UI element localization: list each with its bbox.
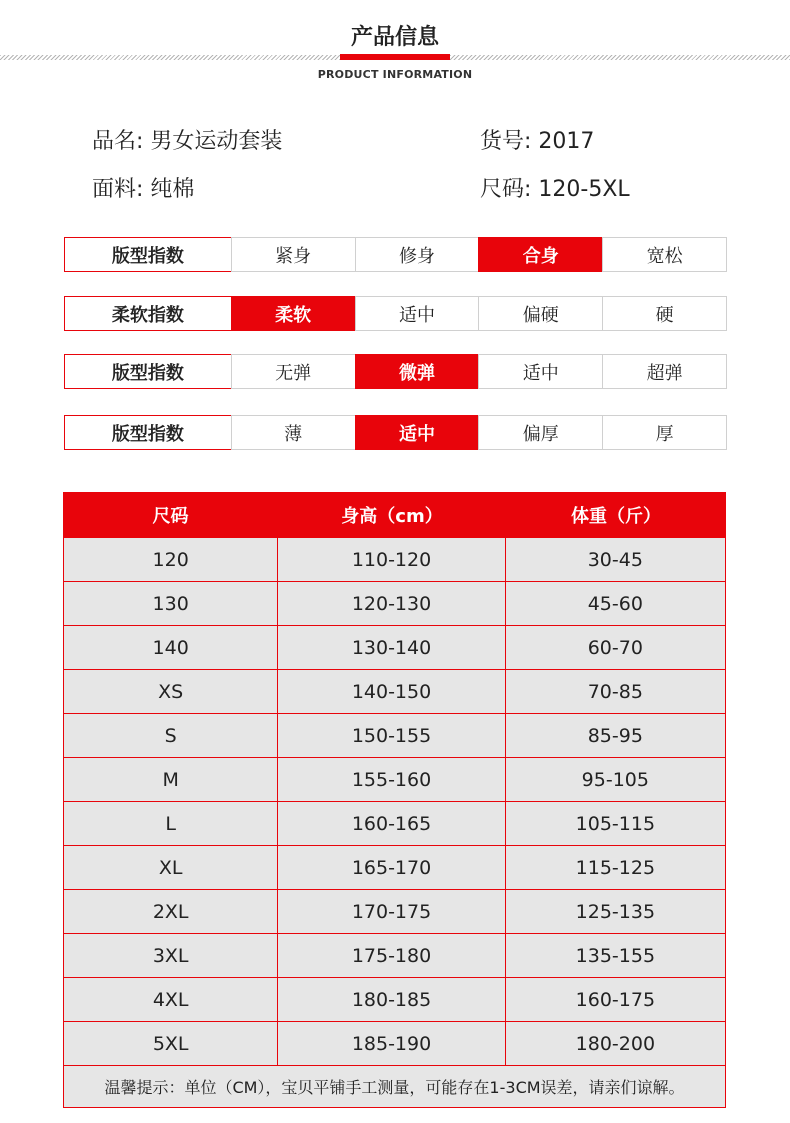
cell-size: 130 <box>64 582 278 625</box>
cell-height: 165-170 <box>278 846 505 889</box>
cell-weight: 105-115 <box>575 812 656 835</box>
cell-size: 5XL <box>64 1022 278 1065</box>
cell-height: 175-180 <box>278 934 505 977</box>
table-row <box>64 758 725 802</box>
table-body <box>63 538 726 1066</box>
cell-height: 120-130 <box>278 582 505 625</box>
cell-height: 110-120 <box>278 538 505 581</box>
index-option: 偏硬 <box>478 296 603 331</box>
cell-size: 140 <box>64 626 278 669</box>
cell-size: 2XL <box>64 890 278 933</box>
table-row <box>64 538 725 582</box>
index-option: 超弹 <box>602 354 727 389</box>
table-row <box>64 802 725 846</box>
product-name: 品名: 男女运动套装 <box>92 129 283 154</box>
section-header <box>0 0 790 90</box>
index-option: 适中 <box>355 296 480 331</box>
cell-weight: 85-95 <box>587 724 643 747</box>
hatch-divider-left <box>0 55 340 60</box>
index-option: 偏厚 <box>478 415 603 450</box>
cell-weight: 115-125 <box>575 856 656 879</box>
cell-size: 3XL <box>64 934 278 977</box>
index-option: 无弹 <box>231 354 356 389</box>
index-option: 合身 <box>478 237 603 272</box>
header-weight: 体重（斤） <box>571 506 661 527</box>
index-option: 厚 <box>602 415 727 450</box>
cell-size: 120 <box>64 538 278 581</box>
table-row <box>64 890 725 934</box>
table-row <box>64 1022 725 1066</box>
page-title: 产品信息 <box>350 25 439 50</box>
index-row <box>64 415 727 450</box>
cell-height: 155-160 <box>278 758 505 801</box>
index-option: 硬 <box>602 296 727 331</box>
table-row <box>64 582 725 626</box>
table-header <box>63 492 726 538</box>
cell-height: 185-190 <box>278 1022 505 1065</box>
cell-height: 140-150 <box>278 670 505 713</box>
index-row <box>64 296 727 331</box>
cell-size: XL <box>64 846 278 889</box>
hatch-divider-right <box>450 55 790 60</box>
cell-height: 150-155 <box>278 714 505 757</box>
cell-weight: 70-85 <box>587 680 643 703</box>
index-row <box>64 354 727 389</box>
table-row <box>64 934 725 978</box>
cell-weight: 180-200 <box>575 1032 656 1055</box>
cell-height: 160-165 <box>278 802 505 845</box>
index-option: 修身 <box>355 237 480 272</box>
index-option: 柔软 <box>231 296 356 331</box>
cell-height: 180-185 <box>278 978 505 1021</box>
index-option: 宽松 <box>602 237 727 272</box>
cell-weight: 45-60 <box>587 592 643 615</box>
cell-size: L <box>64 802 278 845</box>
page-subtitle: PRODUCT INFORMATION <box>317 68 473 81</box>
index-option: 薄 <box>231 415 356 450</box>
table-row <box>64 846 725 890</box>
table-row <box>64 978 725 1022</box>
index-option: 适中 <box>355 415 480 450</box>
index-option: 紧身 <box>231 237 356 272</box>
cell-weight: 135-155 <box>575 944 656 967</box>
index-label: 版型指数 <box>64 237 232 272</box>
cell-size: M <box>64 758 278 801</box>
cell-size: XS <box>64 670 278 713</box>
index-row <box>64 237 727 272</box>
item-number: 货号: 2017 <box>480 129 595 154</box>
table-row <box>64 626 725 670</box>
cell-weight: 30-45 <box>587 548 643 571</box>
cell-height: 130-140 <box>278 626 505 669</box>
cell-weight: 60-70 <box>587 636 643 659</box>
cell-height: 170-175 <box>278 890 505 933</box>
cell-size: S <box>64 714 278 757</box>
table-note: 温馨提示：单位（CM），宝贝平铺手工测量，可能存在1-3CM误差，请亲们谅解。 <box>63 1066 726 1108</box>
title-underline <box>340 54 450 60</box>
index-option: 微弹 <box>355 354 480 389</box>
size-table <box>63 492 726 1108</box>
fabric: 面料: 纯棉 <box>92 177 195 202</box>
cell-weight: 125-135 <box>575 900 656 923</box>
cell-weight: 160-175 <box>575 988 656 1011</box>
index-label: 柔软指数 <box>64 296 232 331</box>
index-label: 版型指数 <box>64 354 232 389</box>
size-range: 尺码: 120-5XL <box>480 177 630 202</box>
header-height: 身高（cm） <box>341 506 443 527</box>
table-row <box>64 670 725 714</box>
header-size: 尺码 <box>152 506 189 527</box>
cell-weight: 95-105 <box>581 768 649 791</box>
table-row <box>64 714 725 758</box>
cell-size: 4XL <box>64 978 278 1021</box>
index-option: 适中 <box>478 354 603 389</box>
index-label: 版型指数 <box>64 415 232 450</box>
